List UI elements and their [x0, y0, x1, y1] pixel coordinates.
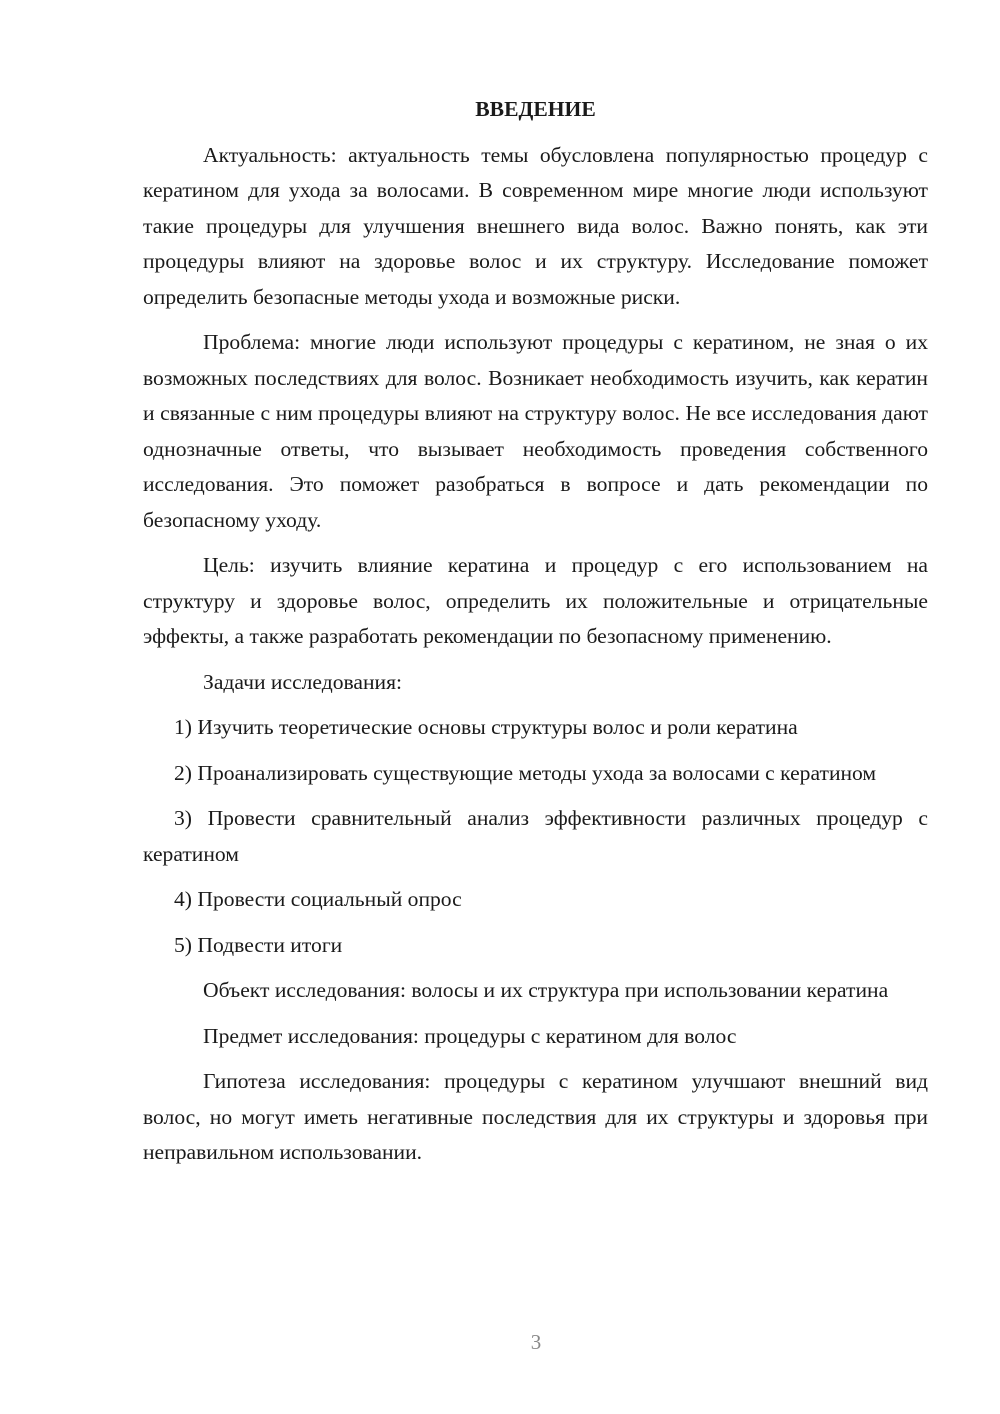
- hypothesis-paragraph: Гипотеза исследования: процедуры с кератином улучшают внешний вид волос, но могут иметь негативные последствия для их структуры и здоровья при неправильном использовании.: [143, 1069, 928, 1164]
- page-number: 3: [530, 1330, 542, 1354]
- document-page: [143, 92, 928, 1171]
- relevance-paragraph: Актуальность: актуальность темы обусловлена популярностью процедур с кератином для ухода за волосами. В современном мире многие люди используют такие процедуры для улучшения внешнего вида волос. Важно понять, как эти процедуры влияют на здоровье волос и их структуру. Исследование поможет определить безопасные методы ухода и возможные риски.: [143, 142, 928, 309]
- object-paragraph: Объект исследования: волосы и их структура при использовании кератина: [203, 978, 889, 1002]
- task-item-4: 4) Провести социальный опрос: [174, 887, 462, 911]
- tasks-heading: Задачи исследования:: [203, 669, 403, 694]
- task-item-5: 5) Подвести итоги: [174, 932, 343, 957]
- subject-paragraph: Предмет исследования: процедуры с кератином для волос: [203, 1023, 737, 1048]
- task-item-2: 2) Проанализировать существующие методы ухода за волосами с кератином: [174, 760, 877, 785]
- goal-paragraph: Цель: изучить влияние кератина и процедур с его использованием на структуру и здоровье волос, определить их положительные и отрицательные эффекты, а также разработать рекомендации по безопасному применению.: [143, 553, 928, 648]
- section-title: ВВЕДЕНИЕ: [475, 97, 596, 121]
- tasks-list: [143, 710, 928, 963]
- task-item-1: 1) Изучить теоретические основы структуры волос и роли кератина: [174, 715, 798, 739]
- task-item-3: 3) Провести сравнительный анализ эффективности различных процедур с кератином: [143, 806, 928, 866]
- problem-paragraph: Проблема: многие люди используют процедуры с кератином, не зная о их возможных последствиях для волос. Возникает необходимость изучить, как кератин и связанные с ним процедуры влияют на структуру волос. Не все исследования дают однозначные ответы, что вызывает необходимость проведения собственного исследования. Это поможет разобраться в вопросе и дать рекомендации по безопасному уходу.: [143, 330, 928, 532]
